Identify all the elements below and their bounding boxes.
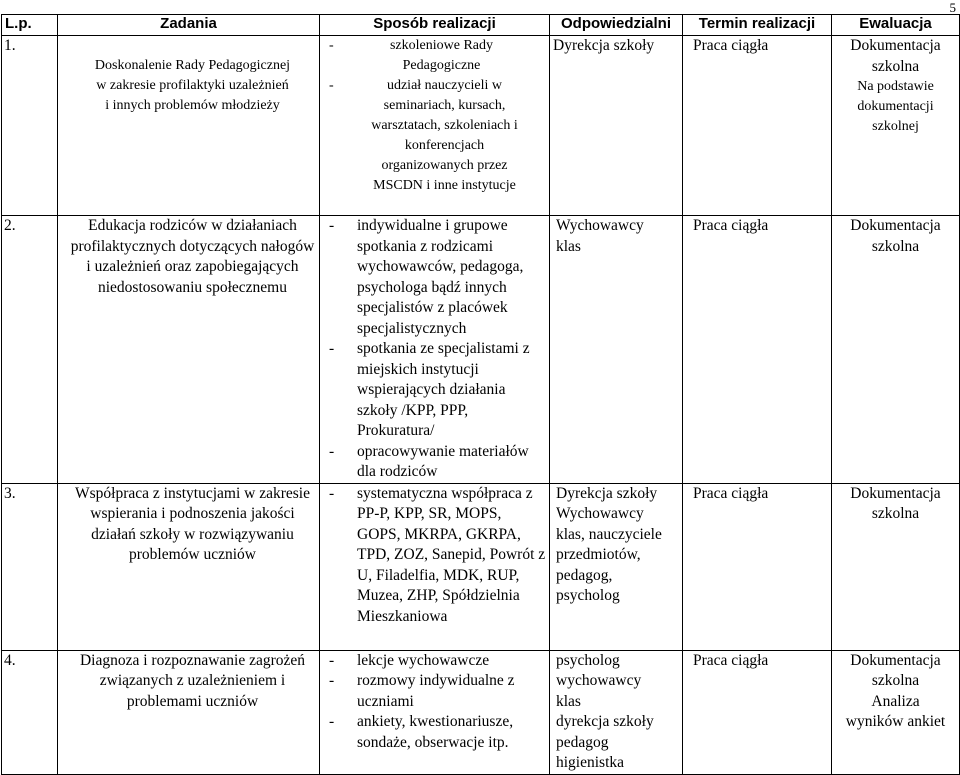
evaluation-line: Analiza bbox=[871, 692, 920, 710]
term-cell: Praca ciągła bbox=[683, 650, 832, 774]
task-cell bbox=[58, 36, 320, 216]
method-cell bbox=[320, 216, 550, 484]
evaluation-line: szkolna bbox=[871, 57, 920, 75]
responsible-line: klas bbox=[556, 237, 581, 255]
row-number: 2. bbox=[2, 216, 58, 484]
method-cell bbox=[320, 36, 550, 216]
method-item: - rozmowy indywidualne z uczniami bbox=[323, 671, 546, 712]
method-item: - lekcje wychowawcze bbox=[323, 651, 546, 672]
responsible-line: higienistka bbox=[556, 754, 625, 771]
header-evaluation: Ewaluacja bbox=[832, 15, 960, 36]
evaluation-cell bbox=[832, 36, 960, 216]
header-term: Termin realizacji bbox=[683, 15, 832, 36]
responsible-line: przedmiotów, bbox=[556, 546, 641, 563]
evaluation-line: Dokumentacja bbox=[850, 217, 941, 234]
row-number: 1. bbox=[2, 36, 58, 216]
responsible-cell bbox=[550, 650, 683, 774]
evaluation-line: Dokumentacja bbox=[850, 484, 941, 502]
task-cell bbox=[58, 216, 320, 484]
method-item: - systematyczna współpraca z PP-P, KPP, SR, MOPS, GOPS, MKRPA, GKRPA, TPD, ZOZ, Sanepid, Powrót z U, Filadelfia, MDK, RUP, Muzea, ZHP, Spółdzielnia Mieszkaniowa bbox=[323, 484, 546, 628]
term-cell: Praca ciągła bbox=[683, 36, 832, 216]
header-lp: L.p. bbox=[2, 15, 58, 36]
task-text: Współpraca z instytucjami w zakresie wspierania i podnoszenia jakości działań szkoły w rozwiązywaniu problemów uczniów bbox=[75, 484, 310, 563]
method-item: - indywidualne i grupowe spotkania z rodzicami wychowawców, pedagoga, psychologa bądź innych specjalistów z placówek specjalistycznych bbox=[323, 216, 546, 339]
responsible-line: Dyrekcja szkoły bbox=[553, 37, 655, 54]
header-method: Sposób realizacji bbox=[320, 15, 550, 36]
task-line: w zakresie profilaktyki uzależnień bbox=[96, 78, 289, 93]
plan-table bbox=[1, 14, 960, 775]
responsible-line: Dyrekcja szkoły bbox=[556, 484, 658, 502]
page-number: 5 bbox=[949, 0, 956, 15]
responsible-line: klas bbox=[556, 692, 581, 710]
method-item: - ankiety, kwestionariusze, sondaże, obserwacje itp. bbox=[323, 712, 546, 753]
term-cell: Praca ciągła bbox=[683, 483, 832, 650]
method-cell bbox=[320, 483, 550, 650]
responsible-line: dyrekcja szkoły bbox=[556, 713, 654, 730]
responsible-cell bbox=[550, 483, 683, 650]
header-responsible: Odpowiedzialni bbox=[550, 15, 683, 36]
evaluation-line: szkolna bbox=[871, 237, 920, 255]
responsible-line: psycholog bbox=[556, 651, 620, 669]
method-item: - udział nauczycieli w seminariach, kursach, warsztatach, szkoleniach i konferencjach organizowanych przez MSCDN i inne instytucje bbox=[323, 76, 546, 196]
evaluation-cell bbox=[832, 216, 960, 484]
table-row bbox=[2, 483, 960, 650]
table-row bbox=[2, 36, 960, 216]
evaluation-line: Na podstawie bbox=[857, 79, 934, 94]
row-number: 3. bbox=[2, 483, 58, 650]
row-number: 4. bbox=[2, 650, 58, 774]
method-item: - spotkania ze specjalistami z miejskich instytucji wspierających działania szkoły /KPP, PPP, Prokuratura/ bbox=[323, 339, 546, 442]
evaluation-line: Dokumentacja bbox=[850, 37, 941, 54]
responsible-cell bbox=[550, 216, 683, 484]
evaluation-line: Dokumentacja bbox=[850, 651, 941, 669]
evaluation-line: szkolna bbox=[871, 672, 920, 689]
evaluation-line: szkolnej bbox=[872, 119, 919, 134]
responsible-line: Wychowawcy bbox=[556, 505, 644, 522]
evaluation-line: dokumentacji bbox=[857, 99, 934, 114]
evaluation-line: wyników ankiet bbox=[845, 713, 946, 730]
term-cell: Praca ciągła bbox=[683, 216, 832, 484]
responsible-line: Wychowawcy bbox=[556, 217, 644, 234]
evaluation-cell bbox=[832, 650, 960, 774]
table-row bbox=[2, 650, 960, 774]
evaluation-cell bbox=[832, 483, 960, 650]
responsible-line: pedagog bbox=[556, 733, 609, 751]
task-cell bbox=[58, 650, 320, 774]
responsible-line: klas, nauczyciele bbox=[556, 525, 662, 543]
responsible-line: pedagog, bbox=[556, 566, 613, 584]
task-line: i innych problemów młodzieży bbox=[105, 98, 280, 113]
evaluation-line: szkolna bbox=[871, 505, 920, 522]
responsible-line: wychowawcy bbox=[556, 672, 642, 689]
task-text: Edukacja rodziców w działaniach profilaktycznych dotyczących nałogów i uzależnień oraz zapobiegających niedostosowaniu społecznemu bbox=[70, 217, 315, 296]
header-row bbox=[2, 15, 960, 36]
method-item: - szkoleniowe Rady Pedagogiczne bbox=[323, 36, 546, 76]
task-line: Doskonalenie Rady Pedagogicznej bbox=[94, 58, 291, 73]
method-item: - opracowywanie materiałów dla rodziców bbox=[323, 442, 546, 483]
table-row bbox=[2, 216, 960, 484]
header-tasks: Zadania bbox=[58, 15, 320, 36]
responsible-cell bbox=[550, 36, 683, 216]
task-cell bbox=[58, 483, 320, 650]
task-text: Diagnoza i rozpoznawanie zagrożeń związanych z uzależnieniem i problemami uczniów bbox=[79, 651, 306, 710]
method-cell bbox=[320, 650, 550, 774]
responsible-line: psycholog bbox=[556, 587, 620, 604]
